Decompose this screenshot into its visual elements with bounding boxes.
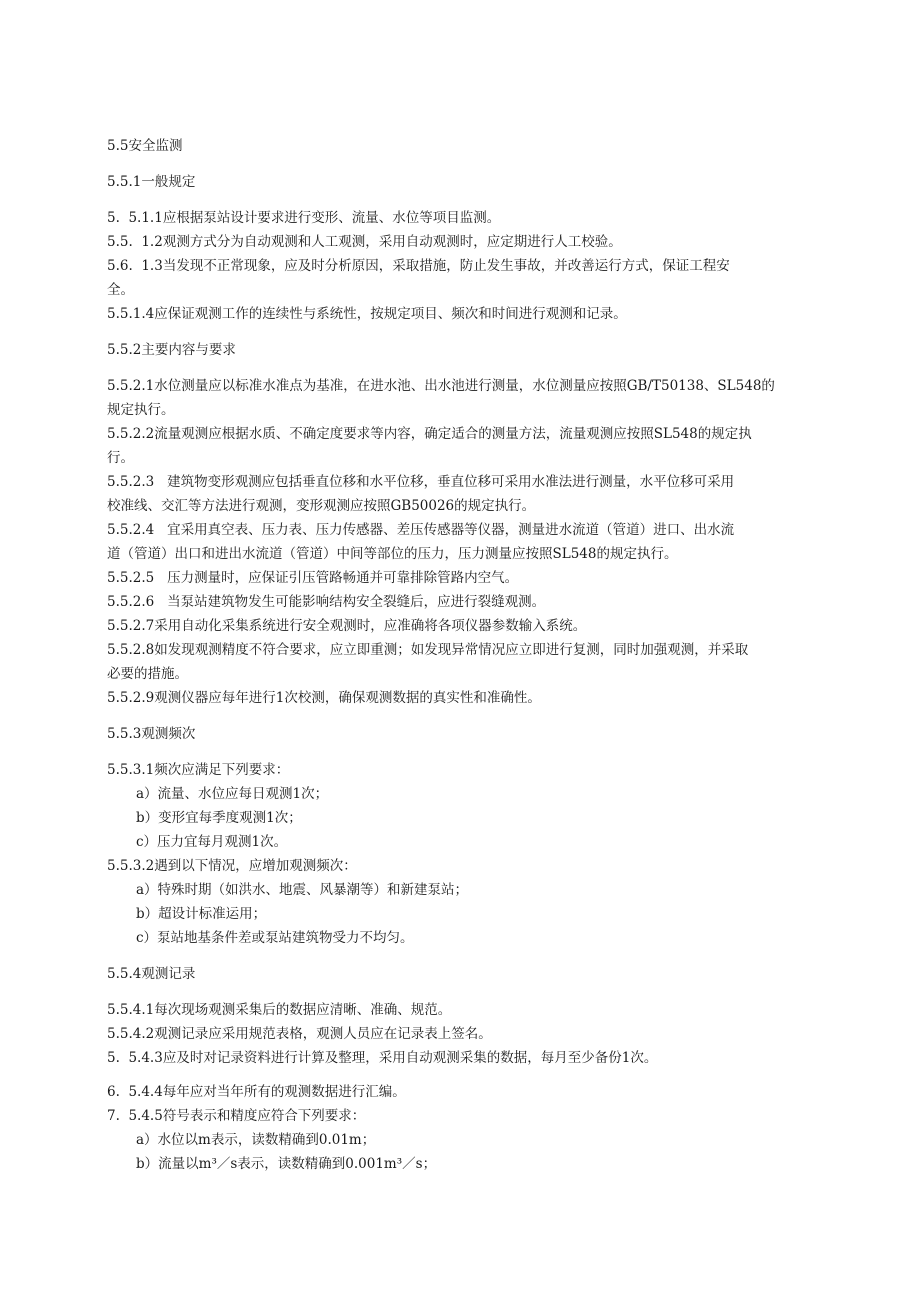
paragraph-5-5-1-1: 5. 5.1.1应根据泵站设计要求进行变形、流量、水位等项目监测。 xyxy=(107,210,501,226)
list-item-5-5-3-2-a: a）特殊时期（如洪水、地震、风暴潮等）和新建泵站； xyxy=(136,882,469,898)
paragraph-5-5-2-1-line1: 5.5.2.1水位测量应以标准水准点为基准，在进水池、出水池进行测量，水位测量应按照GB/T50138、SL548的 xyxy=(107,378,775,394)
paragraph-5-5-4-5: 7. 5.4.5符号表示和精度应符合下列要求： xyxy=(107,1108,366,1124)
paragraph-5-5-2-2-line1: 5.5.2.2流量观测应根据水质、不确定度要求等内容，确定适合的测量方法，流量观测应按照SL548的规定执 xyxy=(107,426,752,442)
list-item-5-5-4-5-a: a）水位以m表示，读数精确到0.01m； xyxy=(136,1132,376,1148)
paragraph-5-5-1-2: 5.5. 1.2观测方式分为自动观测和人工观测，采用自动观测时，应定期进行人工校验。 xyxy=(107,234,622,250)
paragraph-5-5-4-2: 5.5.4.2观测记录应采用规范表格，观测人员应在记录表上签名。 xyxy=(107,1026,492,1042)
paragraph-5-5-2-7: 5.5.2.7采用自动化采集系统进行安全观测时，应准确将各项仪器参数输入系统。 xyxy=(107,618,587,634)
paragraph-5-5-2-3-line2: 校准线、交汇等方法进行观测，变形观测应按照GB50026的规定执行。 xyxy=(107,498,536,514)
paragraph-5-5-1-4: 5.5.1.4应保证观测工作的连续性与系统性，按规定项目、频次和时间进行观测和记录。 xyxy=(107,306,627,322)
paragraph-5-5-1-3-line1: 5.6. 1.3当发现不正常现象，应及时分析原因，采取措施，防止发生事故，并改善运行方式，保证工程安 xyxy=(107,258,730,274)
section-title-5-5-4: 5.5.4观测记录 xyxy=(107,966,196,982)
paragraph-5-5-2-2-line2: 行。 xyxy=(107,450,134,466)
paragraph-5-5-3-1: 5.5.3.1频次应满足下列要求： xyxy=(107,762,290,778)
paragraph-5-5-1-3-line2: 全。 xyxy=(107,282,134,298)
list-item-5-5-3-2-c: c）泵站地基条件差或泵站建筑物受力不均匀。 xyxy=(136,930,414,946)
paragraph-5-5-4-3: 5. 5.4.3应及时对记录资料进行计算及整理，采用自动观测采集的数据，每月至少备份1次。 xyxy=(107,1050,658,1066)
paragraph-5-5-4-1: 5.5.4.1每次现场观测采集后的数据应清晰、准确、规范。 xyxy=(107,1002,452,1018)
section-title-5-5-1: 5.5.1一般规定 xyxy=(107,174,196,190)
section-title-5-5-3: 5.5.3观测频次 xyxy=(107,726,196,742)
paragraph-5-5-2-6: 5.5.2.6 当泵站建筑物发生可能影响结构安全裂缝后，应进行裂缝观测。 xyxy=(107,594,546,610)
list-item-5-5-3-1-a: a）流量、水位应每日观测1次； xyxy=(136,786,329,802)
list-item-5-5-3-1-b: b）变形宜每季度观测1次； xyxy=(136,810,302,826)
paragraph-5-5-4-4: 6. 5.4.4每年应对当年所有的观测数据进行汇编。 xyxy=(107,1084,406,1100)
paragraph-5-5-2-3-line1: 5.5.2.3 建筑物变形观测应包括垂直位移和水平位移，垂直位移可采用水准法进行测量，水平位移可采用 xyxy=(107,474,735,490)
list-item-5-5-4-5-b: b）流量以m³／s表示，读数精确到0.001m³／s； xyxy=(136,1156,437,1172)
document-body xyxy=(107,134,847,1176)
paragraph-5-5-2-8-line1: 5.5.2.8如发现观测精度不符合要求，应立即重测；如发现异常情况应立即进行复测，同时加强观测，并采取 xyxy=(107,642,749,658)
paragraph-5-5-2-4-line1: 5.5.2.4 宜采用真空表、压力表、压力传感器、差压传感器等仪器，测量进水流道（管道）进口、出水流 xyxy=(107,522,735,538)
paragraph-5-5-3-2: 5.5.3.2遇到以下情况，应增加观测频次： xyxy=(107,858,357,874)
section-title-5-5: 5.5安全监测 xyxy=(107,138,183,154)
paragraph-5-5-2-5: 5.5.2.5 压力测量时，应保证引压管路畅通并可靠排除管路内空气。 xyxy=(107,570,519,586)
list-item-5-5-3-1-c: c）压力宜每月观测1次。 xyxy=(136,834,288,850)
paragraph-5-5-2-9: 5.5.2.9观测仪器应每年进行1次校测，确保观测数据的真实性和准确性。 xyxy=(107,690,541,706)
paragraph-5-5-2-1-line2: 规定执行。 xyxy=(107,402,175,418)
section-title-5-5-2: 5.5.2主要内容与要求 xyxy=(107,342,236,358)
list-item-5-5-3-2-b: b）超设计标准运用； xyxy=(136,906,267,922)
paragraph-5-5-2-4-line2: 道（管道）出口和进出水流道（管道）中间等部位的压力，压力测量应按照SL548的规定执行。 xyxy=(107,546,678,562)
paragraph-5-5-2-8-line2: 必要的措施。 xyxy=(107,666,188,682)
